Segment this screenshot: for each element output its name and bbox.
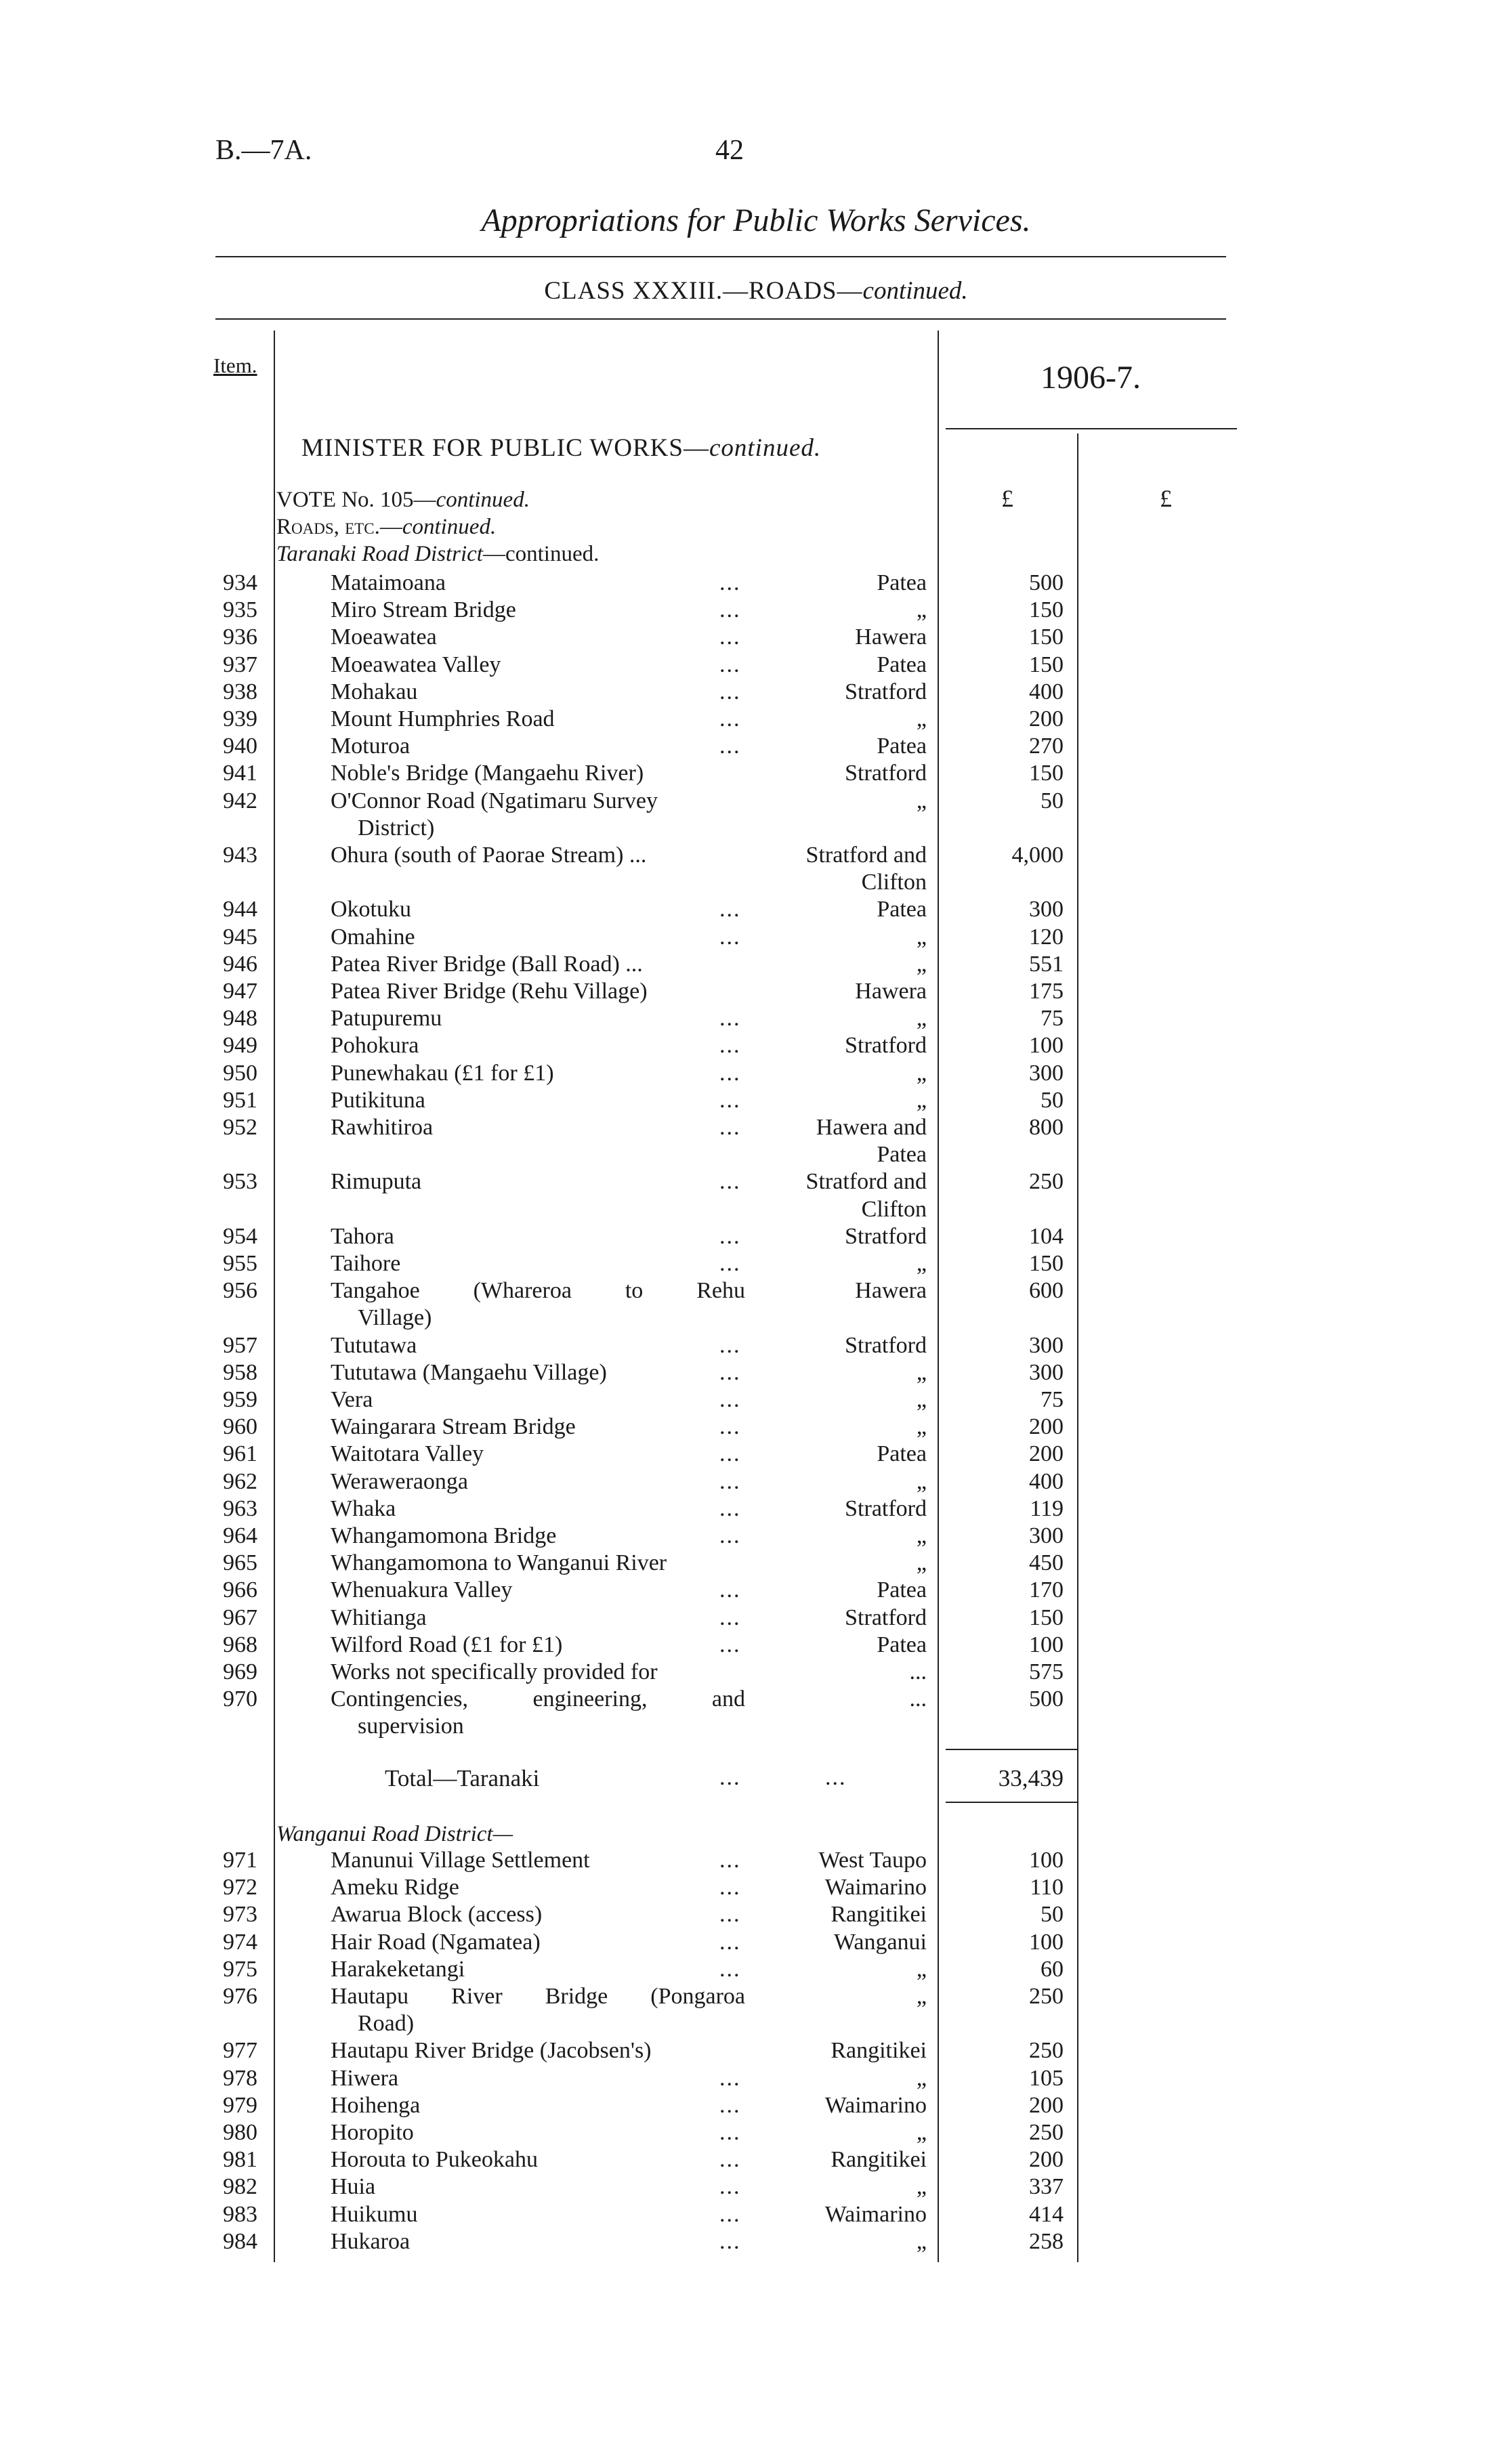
row-num: 972 bbox=[223, 1875, 257, 1900]
item-column-divider bbox=[274, 331, 275, 2262]
row-dist: „ bbox=[916, 1468, 927, 1494]
row-amt: 300 bbox=[1029, 1523, 1064, 1548]
row-name: Huia bbox=[331, 2174, 376, 2200]
row-dist: Stratford bbox=[845, 1223, 927, 1249]
row-amt: 150 bbox=[1029, 652, 1064, 677]
row-num: 962 bbox=[223, 1468, 257, 1494]
row-name: Patea River Bridge (Rehu Village) bbox=[331, 979, 648, 1004]
row-num: 969 bbox=[223, 1659, 257, 1684]
row-dist: „ bbox=[916, 2065, 927, 2091]
row-dist: Stratford and bbox=[805, 843, 927, 868]
row-dist: Patea bbox=[877, 570, 927, 595]
row-dist: Hawera bbox=[855, 624, 927, 650]
row-name-line2: District) bbox=[358, 815, 435, 841]
row-amt: 150 bbox=[1029, 761, 1064, 786]
item-column-header: Item. bbox=[213, 354, 257, 377]
row-dots: ... bbox=[719, 679, 741, 704]
row-dist: „ bbox=[916, 1387, 927, 1412]
row-dist: Hawera bbox=[855, 979, 927, 1004]
district-heading-taranaki bbox=[276, 542, 599, 567]
row-name: Moeawatea Valley bbox=[331, 652, 501, 677]
row-num: 960 bbox=[223, 1414, 257, 1440]
row-num: 961 bbox=[223, 1441, 257, 1467]
row-num: 949 bbox=[223, 1033, 257, 1059]
row-amt: 100 bbox=[1029, 1033, 1064, 1059]
row-dist: Hawera and bbox=[816, 1115, 927, 1140]
row-name: Horopito bbox=[331, 2120, 414, 2145]
row-amt: 270 bbox=[1029, 734, 1064, 759]
vote-line-text: VOTE No. 105— bbox=[276, 488, 436, 512]
row-name: Putikituna bbox=[331, 1087, 425, 1113]
row-name: Horouta to Pukeokahu bbox=[331, 2147, 538, 2173]
row-amt: 100 bbox=[1029, 1929, 1064, 1955]
row-dist: „ bbox=[916, 597, 927, 623]
row-dist: West Taupo bbox=[818, 1848, 927, 1873]
row-amt: 200 bbox=[1029, 2147, 1064, 2173]
row-num: 967 bbox=[223, 1605, 257, 1630]
minister-heading-continued: continued. bbox=[709, 434, 822, 462]
row-dist: „ bbox=[916, 788, 927, 813]
row-amt: 200 bbox=[1029, 706, 1064, 731]
row-name: Wilford Road (£1 for £1) bbox=[331, 1632, 563, 1657]
row-amt: 50 bbox=[1041, 1902, 1064, 1928]
row-amt: 337 bbox=[1029, 2174, 1064, 2200]
row-name: Ameku Ridge bbox=[331, 1875, 459, 1900]
vote-line bbox=[276, 488, 530, 513]
row-name: Vera bbox=[331, 1387, 373, 1412]
row-dots: ... bbox=[719, 1006, 741, 1032]
row-amt: 575 bbox=[1029, 1659, 1064, 1684]
row-dist: „ bbox=[916, 1060, 927, 1086]
row-num: 947 bbox=[223, 979, 257, 1004]
row-amt: 258 bbox=[1029, 2228, 1064, 2254]
row-name: Waingarara Stream Bridge bbox=[331, 1414, 576, 1440]
row-dist: „ bbox=[916, 706, 927, 731]
row-amt: 120 bbox=[1029, 924, 1064, 950]
row-dots: ... bbox=[719, 2174, 741, 2200]
row-dist: „ bbox=[916, 1087, 927, 1113]
row-name-line2: supervision bbox=[358, 1714, 464, 1739]
row-dist: Rangitikei bbox=[831, 1902, 927, 1928]
row-dots: ... bbox=[719, 2120, 741, 2145]
row-num: 954 bbox=[223, 1223, 257, 1249]
row-num: 971 bbox=[223, 1848, 257, 1873]
row-dots: ... bbox=[719, 1251, 741, 1276]
row-num: 958 bbox=[223, 1359, 257, 1385]
row-name: Moeawatea bbox=[331, 624, 437, 650]
row-num: 941 bbox=[223, 761, 257, 786]
row-amt: 100 bbox=[1029, 1632, 1064, 1657]
row-dist: Stratford bbox=[845, 1033, 927, 1059]
title-rule bbox=[215, 256, 1226, 257]
row-amt: 600 bbox=[1029, 1278, 1064, 1304]
row-dots: ... bbox=[719, 1169, 741, 1195]
class-rule bbox=[215, 318, 1226, 320]
district-heading-taranaki-name: Taranaki Road District bbox=[276, 542, 483, 566]
row-num: 970 bbox=[223, 1686, 257, 1712]
row-dots: ... bbox=[719, 1332, 741, 1358]
row-num: 975 bbox=[223, 1956, 257, 1982]
row-amt: 200 bbox=[1029, 1414, 1064, 1440]
row-name: Hautapu River Bridge (Pongaroa bbox=[331, 1984, 745, 2009]
row-amt: 75 bbox=[1041, 1387, 1064, 1412]
row-dist: „ bbox=[916, 1956, 927, 1982]
row-dots: ... bbox=[719, 1577, 741, 1603]
row-dist: Patea bbox=[877, 1632, 927, 1657]
row-num: 948 bbox=[223, 1006, 257, 1032]
row-name: Contingencies, engineering, and bbox=[331, 1686, 745, 1712]
district-heading-wanganui: Wanganui Road District— bbox=[276, 1822, 513, 1846]
row-num: 982 bbox=[223, 2174, 257, 2200]
year-column-header: 1906-7. bbox=[1041, 360, 1141, 396]
row-num: 946 bbox=[223, 951, 257, 977]
minister-heading-text: MINISTER FOR PUBLIC WORKS— bbox=[301, 434, 709, 462]
row-name: Tututawa bbox=[331, 1332, 417, 1358]
roads-line-continued: continued. bbox=[402, 515, 497, 539]
row-amt: 250 bbox=[1029, 2120, 1064, 2145]
row-num: 955 bbox=[223, 1251, 257, 1276]
row-name: Waitotara Valley bbox=[331, 1441, 484, 1467]
document-reference: B.—7A. bbox=[215, 135, 312, 166]
row-dist: „ bbox=[916, 2120, 927, 2145]
row-dist: Patea bbox=[877, 1441, 927, 1467]
row-dist: „ bbox=[916, 1251, 927, 1276]
row-dots: ... bbox=[719, 570, 741, 595]
row-name: Tangahoe (Whareroa to Rehu bbox=[331, 1278, 745, 1304]
row-amt: 75 bbox=[1041, 1006, 1064, 1032]
row-name: Hukaroa bbox=[331, 2228, 411, 2254]
row-name: Noble's Bridge (Mangaehu River) bbox=[331, 761, 644, 786]
row-name: Huikumu bbox=[331, 2201, 418, 2227]
row-amt: 105 bbox=[1029, 2065, 1064, 2091]
row-dist: Stratford bbox=[845, 761, 927, 786]
row-name: Whangamomona to Wanganui River bbox=[331, 1550, 667, 1576]
row-num: 974 bbox=[223, 1929, 257, 1955]
row-num: 968 bbox=[223, 1632, 257, 1657]
vote-line-continued: continued. bbox=[436, 488, 530, 512]
row-name: Ohura (south of Paorae Stream) ... bbox=[331, 843, 647, 868]
row-dots: ... bbox=[719, 2147, 741, 2173]
class-heading-text: CLASS XXXIII.—ROADS— bbox=[544, 277, 863, 305]
row-name-line2: Village) bbox=[358, 1305, 432, 1331]
row-amt: 800 bbox=[1029, 1115, 1064, 1140]
row-name: Tahora bbox=[331, 1223, 394, 1249]
row-dots: ... bbox=[719, 1902, 741, 1928]
row-dots: ... bbox=[719, 2228, 741, 2254]
row-dots: ... bbox=[719, 2065, 741, 2091]
row-num: 938 bbox=[223, 679, 257, 704]
row-dist: ... bbox=[909, 1659, 927, 1684]
row-dist-line2: Clifton bbox=[861, 870, 927, 895]
row-num: 976 bbox=[223, 1984, 257, 2009]
minister-heading bbox=[301, 433, 821, 463]
row-name: Hautapu River Bridge (Jacobsen's) bbox=[331, 2038, 652, 2064]
row-dist: Waimarino bbox=[824, 2092, 927, 2118]
page-number: 42 bbox=[715, 135, 744, 166]
row-name: Tututawa (Mangaehu Village) bbox=[331, 1359, 607, 1385]
row-name: Whenuakura Valley bbox=[331, 1577, 513, 1603]
row-dist-line2: Clifton bbox=[861, 1196, 927, 1222]
row-dist: Patea bbox=[877, 897, 927, 922]
row-num: 943 bbox=[223, 843, 257, 868]
row-dist: „ bbox=[916, 2174, 927, 2200]
row-num: 984 bbox=[223, 2228, 257, 2254]
row-dist: „ bbox=[916, 1984, 927, 2009]
total-dots-2: ... bbox=[825, 1765, 847, 1790]
row-num: 942 bbox=[223, 788, 257, 813]
row-dist: Rangitikei bbox=[831, 2147, 927, 2173]
row-name: Awarua Block (access) bbox=[331, 1902, 543, 1928]
row-num: 957 bbox=[223, 1332, 257, 1358]
row-dots: ... bbox=[719, 2092, 741, 2118]
row-dist: „ bbox=[916, 1523, 927, 1548]
pound-symbol-right: £ bbox=[1160, 485, 1172, 512]
row-amt: 500 bbox=[1029, 1686, 1064, 1712]
amount-column-divider bbox=[1077, 433, 1078, 2262]
row-amt: 500 bbox=[1029, 570, 1064, 595]
district-heading-taranaki-continued: —continued. bbox=[482, 542, 600, 566]
page-title: Appropriations for Public Works Services. bbox=[481, 203, 1031, 238]
row-name: Omahine bbox=[331, 924, 415, 950]
year-header-rule bbox=[946, 428, 1237, 429]
row-num: 939 bbox=[223, 706, 257, 731]
row-dots: ... bbox=[719, 1223, 741, 1249]
row-amt: 110 bbox=[1030, 1875, 1064, 1900]
row-dist: Patea bbox=[877, 1577, 927, 1603]
row-dots: ... bbox=[719, 1387, 741, 1412]
row-name: O'Connor Road (Ngatimaru Survey bbox=[331, 788, 658, 813]
row-dots: ... bbox=[719, 924, 741, 950]
row-num: 978 bbox=[223, 2065, 257, 2091]
row-dist: ... bbox=[909, 1686, 927, 1712]
row-dots: ... bbox=[719, 1087, 741, 1113]
row-num: 959 bbox=[223, 1387, 257, 1412]
total-top-rule bbox=[946, 1749, 1077, 1750]
row-num: 951 bbox=[223, 1087, 257, 1113]
row-name: Weraweraonga bbox=[331, 1468, 469, 1494]
row-amt: 200 bbox=[1029, 2092, 1064, 2118]
row-dist: „ bbox=[916, 2228, 927, 2254]
row-num: 935 bbox=[223, 597, 257, 623]
row-num: 963 bbox=[223, 1495, 257, 1521]
row-num: 934 bbox=[223, 570, 257, 595]
row-num: 950 bbox=[223, 1060, 257, 1086]
row-num: 936 bbox=[223, 624, 257, 650]
row-dots: ... bbox=[719, 1414, 741, 1440]
row-num: 981 bbox=[223, 2147, 257, 2173]
row-name: Manunui Village Settlement bbox=[331, 1848, 590, 1873]
row-dots: ... bbox=[719, 1468, 741, 1494]
row-num: 952 bbox=[223, 1115, 257, 1140]
pound-symbol-left: £ bbox=[1001, 485, 1013, 512]
total-amount: 33,439 bbox=[998, 1765, 1064, 1791]
row-dist-line2: Patea bbox=[877, 1142, 927, 1168]
row-name: Taihore bbox=[331, 1251, 401, 1276]
row-num: 964 bbox=[223, 1523, 257, 1548]
row-num: 980 bbox=[223, 2120, 257, 2145]
row-amt: 400 bbox=[1029, 679, 1064, 704]
row-amt: 50 bbox=[1041, 788, 1064, 813]
row-num: 945 bbox=[223, 924, 257, 950]
row-num: 965 bbox=[223, 1550, 257, 1576]
row-dist: Patea bbox=[877, 734, 927, 759]
row-dist: „ bbox=[916, 1414, 927, 1440]
row-dots: ... bbox=[719, 2201, 741, 2227]
row-name: Hiwera bbox=[331, 2065, 399, 2091]
total-label: Total—Taranaki bbox=[385, 1765, 540, 1791]
row-dist: Patea bbox=[877, 652, 927, 677]
total-dots-1: ... bbox=[719, 1765, 741, 1790]
row-amt: 150 bbox=[1029, 1605, 1064, 1630]
row-name: Moturoa bbox=[331, 734, 411, 759]
row-dist: „ bbox=[916, 924, 927, 950]
row-name: Rawhitiroa bbox=[331, 1115, 434, 1140]
row-name: Works not specifically provided for bbox=[331, 1659, 658, 1684]
row-num: 940 bbox=[223, 734, 257, 759]
row-name: Whitianga bbox=[331, 1605, 427, 1630]
row-dots: ... bbox=[719, 1632, 741, 1657]
row-amt: 119 bbox=[1030, 1495, 1064, 1521]
row-num: 983 bbox=[223, 2201, 257, 2227]
row-dist: „ bbox=[916, 1006, 927, 1032]
row-name: Okotuku bbox=[331, 897, 411, 922]
row-dots: ... bbox=[719, 1060, 741, 1086]
row-dots: ... bbox=[719, 1495, 741, 1521]
row-dots: ... bbox=[719, 597, 741, 623]
row-dist: Stratford bbox=[845, 1332, 927, 1358]
class-heading bbox=[0, 276, 1512, 305]
row-name-line2: Road) bbox=[358, 2011, 415, 2037]
row-amt: 300 bbox=[1029, 897, 1064, 922]
row-dist: „ bbox=[916, 1359, 927, 1385]
row-dist: Rangitikei bbox=[831, 2038, 927, 2064]
row-name: Mount Humphries Road bbox=[331, 706, 555, 731]
row-amt: 150 bbox=[1029, 1251, 1064, 1276]
row-dist: „ bbox=[916, 951, 927, 977]
row-dots: ... bbox=[719, 624, 741, 650]
row-num: 956 bbox=[223, 1278, 257, 1304]
district-column-divider bbox=[938, 331, 939, 2262]
row-name: Punewhakau (£1 for £1) bbox=[331, 1060, 554, 1086]
row-dots: ... bbox=[719, 652, 741, 677]
row-name: Whaka bbox=[331, 1495, 396, 1521]
row-dist: Stratford and bbox=[805, 1169, 927, 1195]
row-dots: ... bbox=[719, 1605, 741, 1630]
row-amt: 100 bbox=[1029, 1848, 1064, 1873]
row-amt: 551 bbox=[1029, 951, 1064, 977]
row-num: 973 bbox=[223, 1902, 257, 1928]
roads-line-text: Roads, etc.— bbox=[276, 515, 402, 539]
row-amt: 175 bbox=[1029, 979, 1064, 1004]
row-amt: 200 bbox=[1029, 1441, 1064, 1467]
row-dots: ... bbox=[719, 1115, 741, 1140]
total-bottom-rule bbox=[946, 1802, 1077, 1803]
row-amt: 50 bbox=[1041, 1087, 1064, 1113]
row-amt: 414 bbox=[1029, 2201, 1064, 2227]
row-amt: 150 bbox=[1029, 597, 1064, 623]
row-dots: ... bbox=[719, 706, 741, 731]
row-dots: ... bbox=[719, 1956, 741, 1982]
row-num: 977 bbox=[223, 2038, 257, 2064]
row-amt: 150 bbox=[1029, 624, 1064, 650]
row-name: Miro Stream Bridge bbox=[331, 597, 516, 623]
row-amt: 300 bbox=[1029, 1060, 1064, 1086]
row-amt: 250 bbox=[1029, 2038, 1064, 2064]
row-amt: 250 bbox=[1029, 1169, 1064, 1195]
row-dots: ... bbox=[719, 1929, 741, 1955]
row-dots: ... bbox=[719, 1875, 741, 1900]
row-dots: ... bbox=[719, 734, 741, 759]
row-name: Whangamomona Bridge bbox=[331, 1523, 557, 1548]
row-dist: Hawera bbox=[855, 1278, 927, 1304]
class-heading-continued: continued. bbox=[862, 277, 968, 305]
row-amt: 60 bbox=[1041, 1956, 1064, 1982]
row-amt: 170 bbox=[1029, 1577, 1064, 1603]
row-name: Hair Road (Ngamatea) bbox=[331, 1929, 541, 1955]
row-dist: Stratford bbox=[845, 1495, 927, 1521]
row-amt: 4,000 bbox=[1011, 843, 1064, 868]
row-amt: 250 bbox=[1029, 1984, 1064, 2009]
row-dist: Stratford bbox=[845, 1605, 927, 1630]
row-name: Harakeketangi bbox=[331, 1956, 465, 1982]
row-name: Rimuputa bbox=[331, 1169, 422, 1195]
row-num: 966 bbox=[223, 1577, 257, 1603]
row-dots: ... bbox=[719, 897, 741, 922]
row-amt: 300 bbox=[1029, 1332, 1064, 1358]
row-name: Mohakau bbox=[331, 679, 418, 704]
row-amt: 400 bbox=[1029, 1468, 1064, 1494]
row-dist: Stratford bbox=[845, 679, 927, 704]
row-amt: 450 bbox=[1029, 1550, 1064, 1576]
row-dist: Waimarino bbox=[824, 1875, 927, 1900]
row-name: Mataimoana bbox=[331, 570, 446, 595]
row-num: 937 bbox=[223, 652, 257, 677]
row-name: Pohokura bbox=[331, 1033, 419, 1059]
row-num: 979 bbox=[223, 2092, 257, 2118]
row-num: 944 bbox=[223, 897, 257, 922]
row-num: 953 bbox=[223, 1169, 257, 1195]
row-dots: ... bbox=[719, 1848, 741, 1873]
row-amt: 300 bbox=[1029, 1359, 1064, 1385]
row-name: Patea River Bridge (Ball Road) ... bbox=[331, 951, 643, 977]
row-name: Patupuremu bbox=[331, 1006, 442, 1032]
row-dots: ... bbox=[719, 1523, 741, 1548]
row-amt: 104 bbox=[1029, 1223, 1064, 1249]
row-dots: ... bbox=[719, 1359, 741, 1385]
roads-line bbox=[276, 515, 496, 540]
row-dots: ... bbox=[719, 1033, 741, 1059]
row-dist: Wanganui bbox=[834, 1929, 927, 1955]
row-dist: Waimarino bbox=[824, 2201, 927, 2227]
row-dots: ... bbox=[719, 1441, 741, 1467]
row-name: Hoihenga bbox=[331, 2092, 421, 2118]
row-dist: „ bbox=[916, 1550, 927, 1576]
